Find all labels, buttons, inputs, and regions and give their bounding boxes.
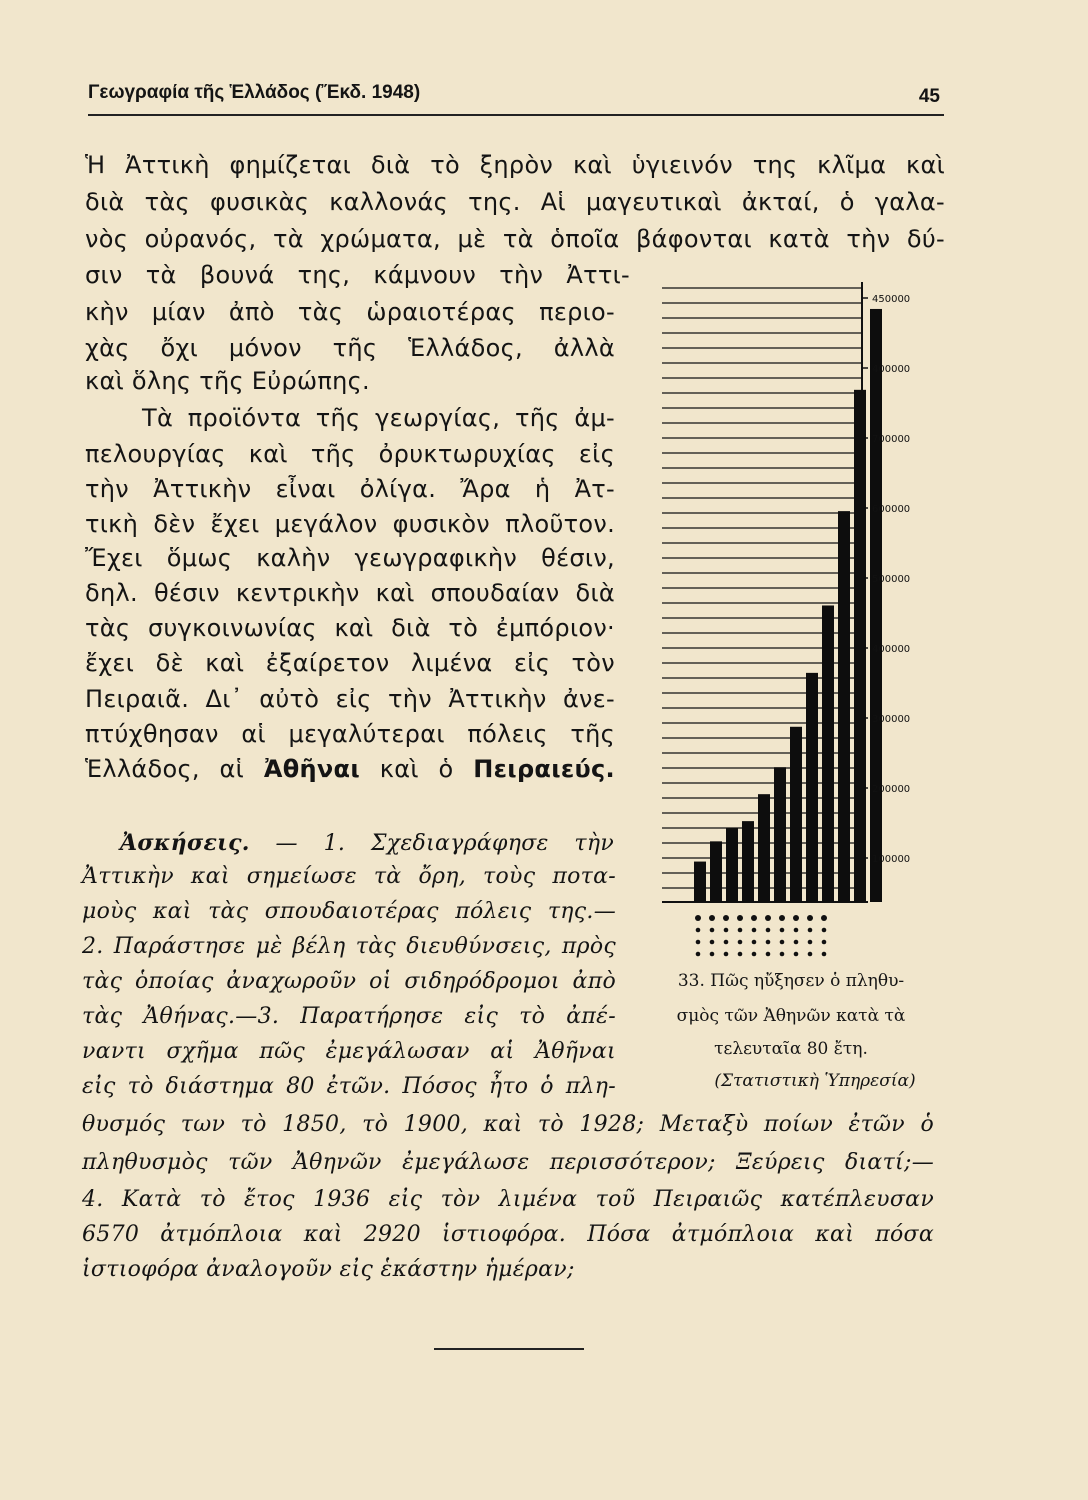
population-bar	[710, 841, 722, 902]
body-line: διὰ τὰς φυσικὰς καλλονάς της. Αἱ μαγευτικαὶ ἀκταί, ὁ γαλα-	[85, 188, 945, 216]
tick-label: 100000	[872, 854, 911, 865]
year-marker-dot	[738, 952, 743, 957]
header-rule	[88, 114, 944, 116]
year-marker-dot	[696, 952, 701, 957]
text-span: καὶ ὁ	[379, 755, 454, 783]
figure-caption-line: τελευταῖα 80 ἔτη.	[714, 1039, 868, 1059]
exercise-line: Ἀττικὴν καὶ σημείωσε τὰ ὄρη, τοὺς ποτα-	[82, 864, 616, 889]
body-line: νὸς οὐρανός, τὰ χρώματα, μὲ τὰ ὁποῖα βάφονται κατὰ τὴν δύ-	[85, 225, 945, 253]
year-marker-dot	[794, 952, 799, 957]
exercise-line: ἱστιοφόρα ἀναλογοῦν εἰς ἑκάστην ἡμέραν;	[82, 1257, 575, 1282]
year-marker-dot	[765, 915, 771, 921]
body-line-last	[85, 754, 615, 784]
year-marker-dot	[780, 928, 785, 933]
body-line: καὶ ὅλης τῆς Εὐρώπης.	[85, 367, 370, 395]
population-bar	[758, 794, 770, 902]
tick-label: 400000	[872, 644, 911, 655]
body-line: Ἔχει ὅμως καλὴν γεωγραφικὴν θέσιν,	[85, 544, 615, 572]
exercise-line: τὰς Ἀθήνας.—3. Παρατήρησε εἰς τὸ ἀπέ-	[82, 1004, 616, 1029]
body-line: κὴν μίαν ἀπὸ τὰς ὡραιοτέρας περιο-	[85, 298, 615, 326]
body-line: χὰς ὄχι μόνον τῆς Ἑλλάδος, ἀλλὰ	[85, 334, 615, 362]
year-marker-dot	[794, 928, 799, 933]
tick-label: 450000	[872, 294, 911, 305]
figure-caption-line: 33. Πῶς ηὔξησεν ὁ πληθυ-	[677, 971, 905, 991]
tick-label: 400000	[872, 364, 911, 375]
athens-bold: Ἀθῆναι	[263, 755, 360, 783]
exercise-line: 6570 ἀτμόπλοια καὶ 2920 ἱστιοφόρα. Πόσα ἀτμόπλοια καὶ πόσα	[82, 1222, 934, 1247]
population-bar	[694, 862, 706, 902]
year-marker-dot	[710, 952, 715, 957]
population-bar	[790, 727, 802, 902]
year-marker-dot	[822, 928, 827, 933]
year-marker-dot	[723, 915, 729, 921]
population-bar	[854, 390, 866, 902]
year-marker-dot	[738, 928, 743, 933]
year-marker-dot	[738, 940, 743, 945]
year-marker-dot	[752, 928, 757, 933]
year-marker-dot	[766, 952, 771, 957]
year-marker-dot	[780, 952, 785, 957]
body-line: τικὴ δὲν ἔχει μεγάλον φυσικὸν πλοῦτον.	[85, 510, 615, 538]
exercise-line: θυσμός των τὸ 1850, τὸ 1900, καὶ τὸ 1928; Μεταξὺ ποίων ἐτῶν ὁ	[82, 1112, 934, 1137]
year-marker-dot	[766, 940, 771, 945]
exercises-heading: Ἀσκήσεις.	[120, 830, 250, 856]
year-marker-dot	[807, 915, 813, 921]
body-line: Τὰ προϊόντα τῆς γεωργίας, τῆς ἀμ-	[142, 404, 615, 432]
population-bar	[822, 605, 834, 902]
piraeus-bold: Πειραιεύς.	[473, 755, 615, 783]
exercise-line: ναντι σχῆμα πῶς ἐμεγάλωσαν αἱ Ἀθῆναι	[82, 1039, 616, 1064]
text-span: Ἑλλάδος, αἱ	[85, 755, 245, 783]
body-line: ἔχει δὲ καὶ ἐξαίρετον λιμένα εἰς τὸν	[85, 649, 615, 677]
year-marker-dot	[793, 915, 799, 921]
year-marker-dot	[780, 940, 785, 945]
population-bar	[838, 511, 850, 902]
chart-svg	[650, 270, 950, 970]
figure-caption-line: σμὸς τῶν Ἀθηνῶν κατὰ τὰ	[676, 1006, 906, 1026]
year-marker-dot	[808, 952, 813, 957]
tick-label: 500000	[872, 574, 911, 585]
tick-label: 200000	[872, 784, 911, 795]
exercise-line: 4. Κατὰ τὸ ἔτος 1936 εἰς τὸν λιμένα τοῦ Πειραιῶς κατέπλευσαν	[82, 1187, 934, 1212]
year-marker-dot	[779, 915, 785, 921]
end-rule	[434, 1348, 584, 1350]
body-line: πτύχθησαν αἱ μεγαλύτεραι πόλεις τῆς	[85, 720, 615, 748]
year-marker-dot	[766, 928, 771, 933]
year-marker-dot	[695, 915, 701, 921]
exercise-line: πληθυσμὸς τῶν Ἀθηνῶν ἐμεγάλωσε περισσότερον; Ξεύρεις διατί;—	[82, 1150, 934, 1175]
year-marker-dot	[724, 952, 729, 957]
year-marker-dot	[737, 915, 743, 921]
year-marker-dot	[752, 952, 757, 957]
body-line: τὴν Ἀττικὴν εἶναι ὀλίγα. Ἄρα ἡ Ἀτ-	[85, 475, 615, 503]
tick-label: 600000	[872, 504, 911, 515]
population-bar	[774, 767, 786, 902]
body-line: Πειραιᾶ. Δι᾿ αὐτὸ εἰς τὴν Ἀττικὴν ἀνε-	[85, 685, 615, 713]
body-line: πελουργίας καὶ τῆς ὀρυκτωρυχίας εἰς	[85, 440, 615, 468]
year-marker-dot	[822, 940, 827, 945]
year-marker-dot	[808, 928, 813, 933]
exercise-line: 2. Παράστησε μὲ βέλη τὰς διευθύνσεις, πρὸς	[82, 934, 616, 959]
exercise-text: — 1. Σχεδιαγράφησε τὴν	[275, 831, 615, 856]
year-marker-dot	[794, 940, 799, 945]
exercise-line: τὰς ὁποίας ἀναχωροῦν οἱ σιδηρόδρομοι ἀπὸ	[82, 969, 616, 994]
population-chart	[650, 270, 950, 970]
figure-source: (Στατιστικὴ Ὑπηρεσία)	[714, 1071, 916, 1091]
book-title: Γεωγραφία τῆς Ἑλλάδος (Ἔκδ. 1948)	[88, 82, 421, 103]
running-header	[88, 82, 944, 112]
year-marker-dot	[751, 915, 757, 921]
year-marker-dot	[696, 940, 701, 945]
year-marker-dot	[724, 928, 729, 933]
population-bar	[806, 673, 818, 902]
exercise-line-0	[120, 828, 614, 859]
year-marker-dot	[822, 952, 827, 957]
exercise-line: εἰς τὸ διάστημα 80 ἐτῶν. Πόσος ἦτο ὁ πλη-	[82, 1074, 616, 1099]
year-marker-dot	[752, 940, 757, 945]
body-line: τὰς συγκοινωνίας καὶ διὰ τὸ ἐμπόριον·	[85, 614, 615, 642]
year-marker-dot	[710, 940, 715, 945]
body-line: δηλ. θέσιν κεντρικὴν καὶ σπουδαίαν διὰ	[85, 579, 615, 607]
year-marker-dot	[710, 928, 715, 933]
population-bar	[726, 828, 738, 902]
year-marker-dot	[808, 940, 813, 945]
tick-label: 300000	[872, 714, 911, 725]
body-line: Ἡ Ἀττικὴ φημίζεται διὰ τὸ ξηρὸν καὶ ὑγιεινόν της κλῖμα καὶ	[85, 151, 945, 179]
page-number: 45	[918, 86, 940, 107]
year-marker-dot	[696, 928, 701, 933]
population-bar	[870, 309, 882, 902]
population-bar	[742, 821, 754, 902]
year-marker-dot	[821, 915, 827, 921]
year-marker-dot	[709, 915, 715, 921]
tick-label: 700000	[872, 434, 911, 445]
body-line: σιν τὰ βουνά της, κάμνουν τὴν Ἀττι-	[85, 261, 630, 289]
exercise-line: μοὺς καὶ τὰς σπουδαιοτέρας πόλεις της.—	[82, 899, 616, 924]
year-marker-dot	[724, 940, 729, 945]
